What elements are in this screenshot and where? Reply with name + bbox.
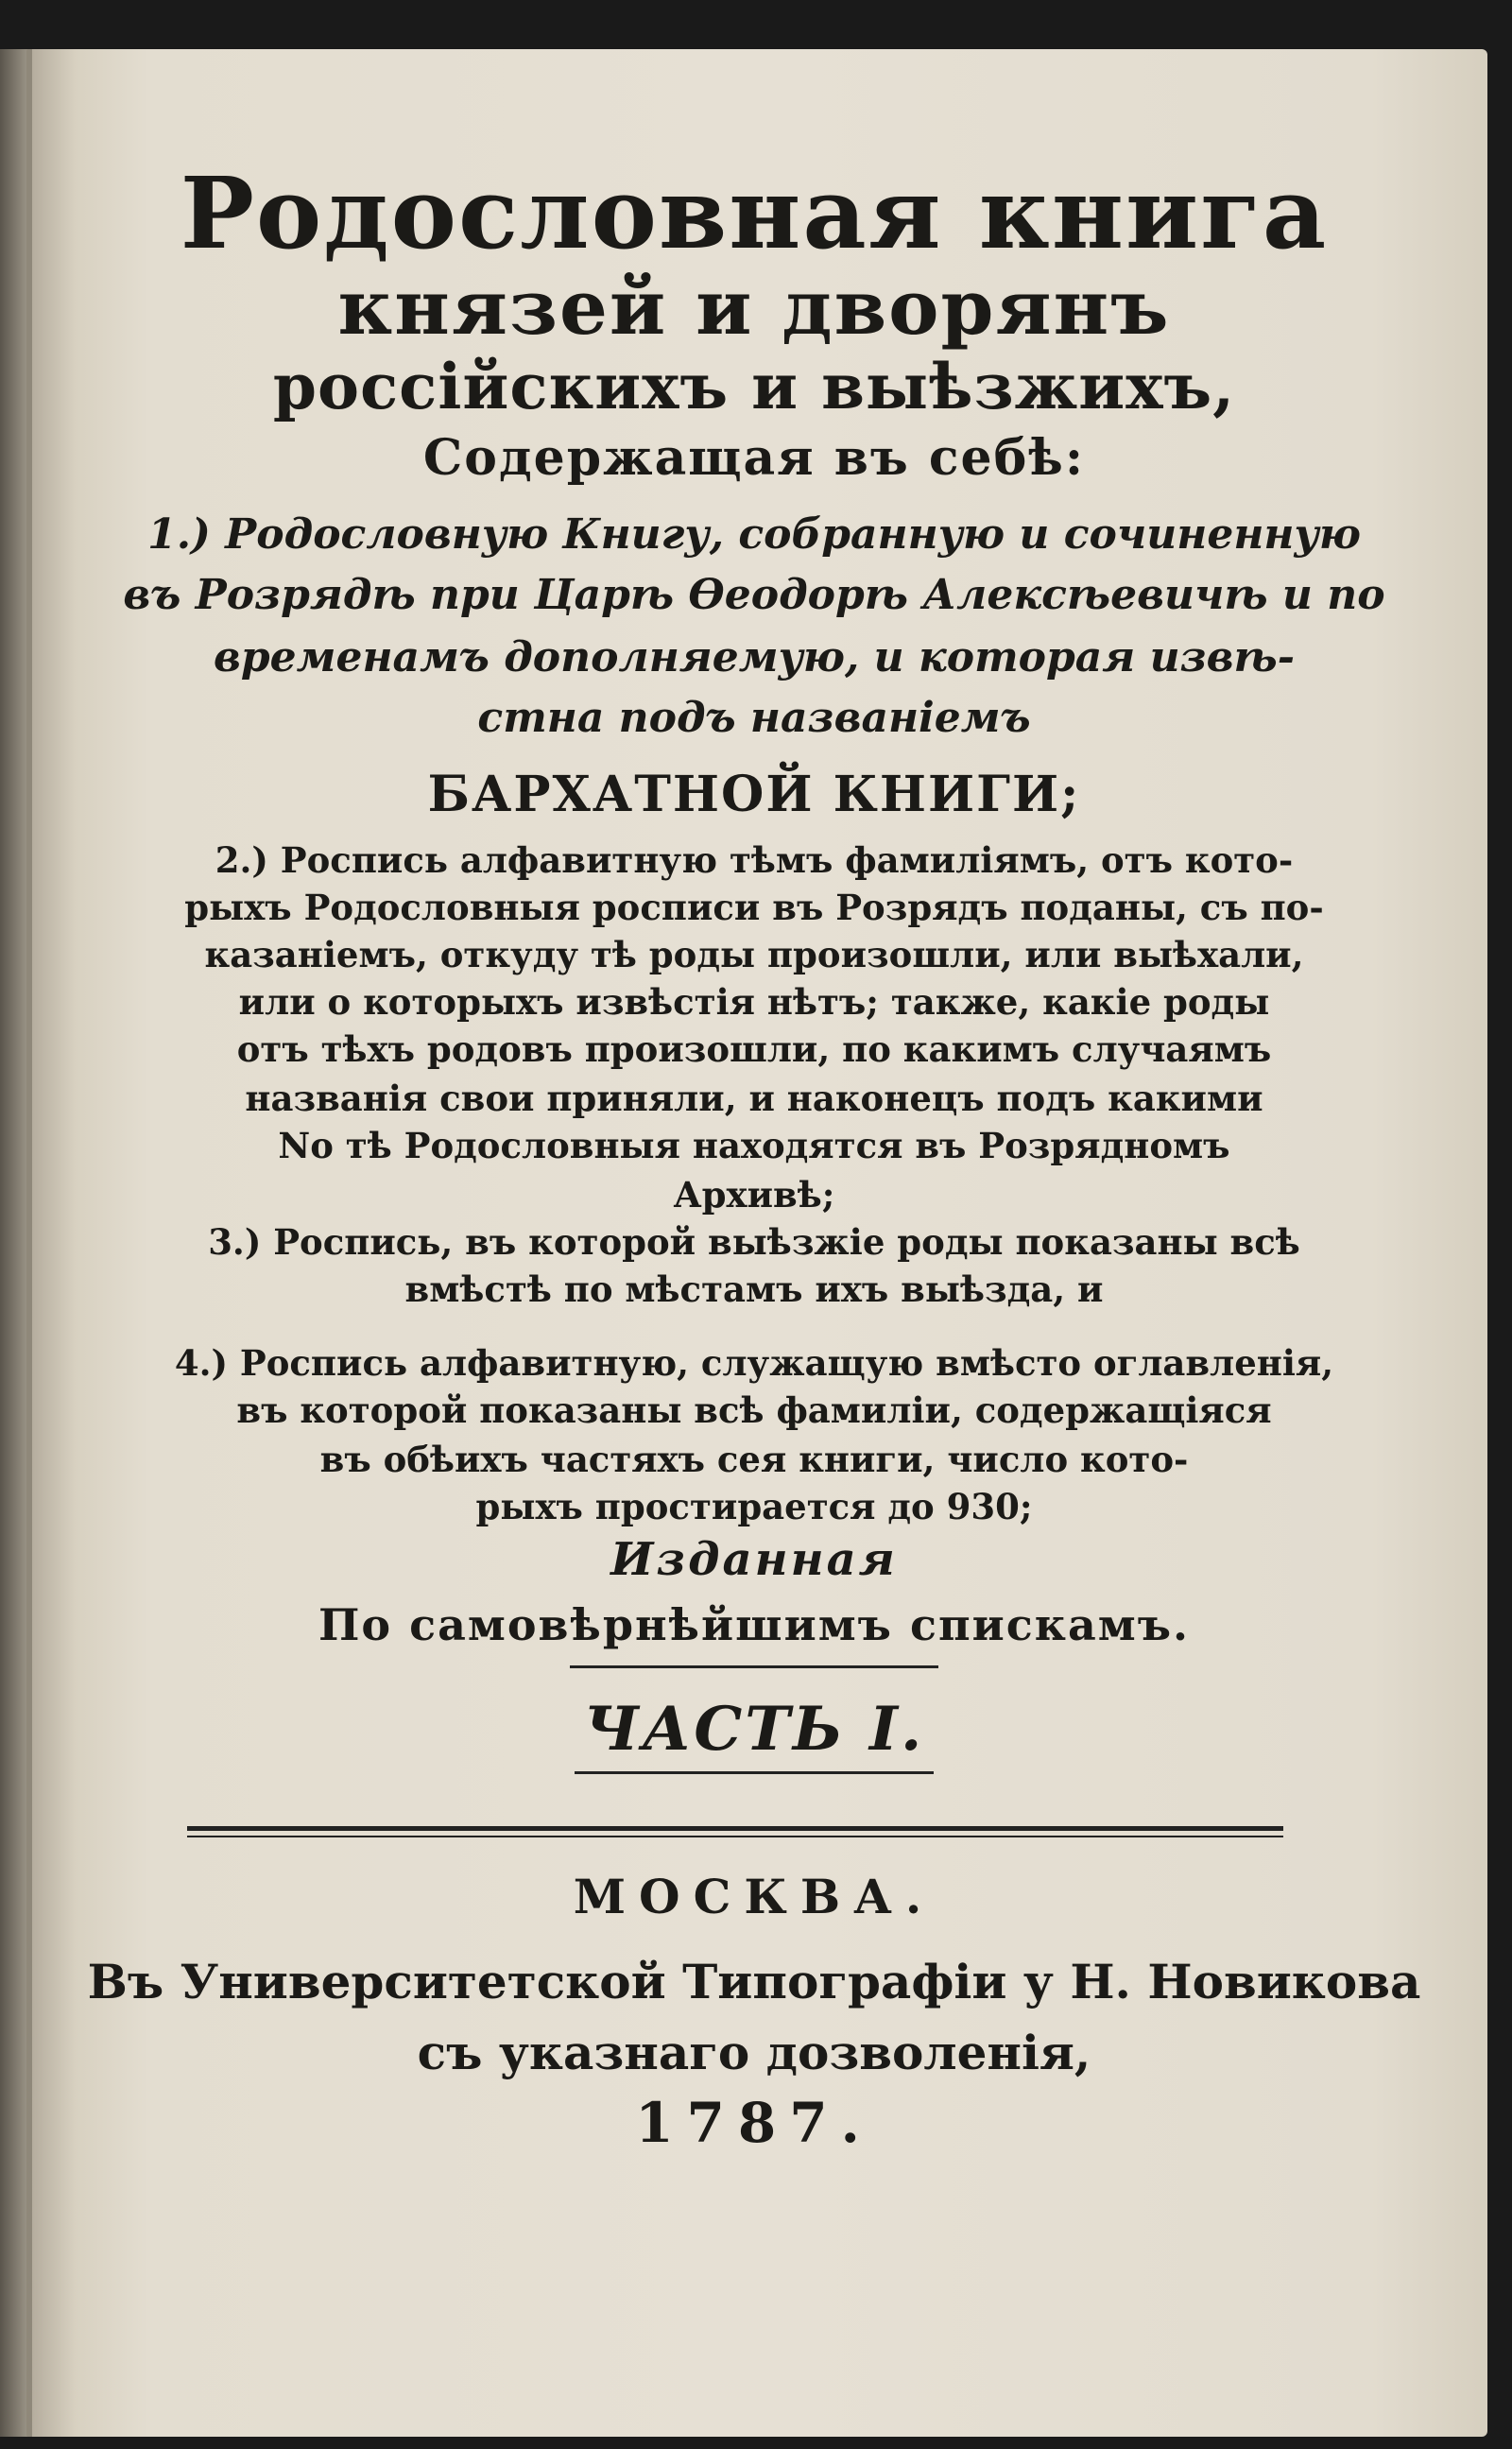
item3-line: вмѣстѣ по мѣстамъ ихъ выѣзда, и xyxy=(404,1268,1104,1310)
item4-line: 4.) Роспись алфавитную, служащую вмѣсто оглавленія, xyxy=(174,1342,1334,1384)
item4-line: въ которой показаны всѣ фамиліи, содержащіяся xyxy=(236,1389,1272,1431)
title-line-1: Родословная книга xyxy=(180,155,1329,271)
item1-line: 1.) Родословную Книгу, собранную и сочиненную xyxy=(147,510,1361,559)
double-rule-thin xyxy=(187,1836,1283,1837)
item3-line: 3.) Роспись, въ которой выѣзжіе роды показаны всѣ xyxy=(208,1221,1300,1263)
double-rule xyxy=(187,1826,1283,1831)
item1-line: въ Розрядѣ при Царѣ Ѳеодорѣ Алексѣевичѣ и по xyxy=(123,571,1385,619)
item2-line: 2.) Роспись алфавитную тѣмъ фамиліямъ, отъ кото- xyxy=(215,839,1294,881)
velvet-book-title: БАРХАТНОЙ КНИГИ; xyxy=(427,766,1081,823)
item2-line: или о которыхъ извѣстія нѣтъ; также, какіе роды xyxy=(238,981,1270,1023)
item2-line: названія свои приняли, и наконецъ подъ какими xyxy=(245,1078,1263,1119)
title-line-2: князей и дворянъ xyxy=(337,263,1171,352)
item4-line: рыхъ простирается до 930; xyxy=(475,1486,1033,1527)
contents-heading: Содержащая въ себѣ: xyxy=(422,429,1086,487)
item1-line: временамъ дополняемую, и которая извѣ- xyxy=(214,633,1295,681)
item1-line: стна подъ названіемъ xyxy=(477,694,1031,742)
imprint-permission: съ указнаго дозволенія, xyxy=(417,2025,1091,2080)
part-number: ЧАСТЬ I. xyxy=(583,1694,925,1765)
divider-rule xyxy=(575,1771,934,1774)
imprint-city: МОСКВА. xyxy=(573,1869,936,1924)
lists-line: По самовѣрнѣйшимъ спискамъ. xyxy=(318,1599,1191,1650)
item2-line: отъ тѣхъ родовъ произошли, по какимъ случаямъ xyxy=(236,1028,1272,1070)
title-line-3: россійскихъ и выѣзжихъ, xyxy=(272,350,1236,423)
item2-line: казаніемъ, откуду тѣ роды произошли, или выѣхали, xyxy=(204,934,1304,975)
item4-line: въ обѣихъ частяхъ сея книги, число кото- xyxy=(319,1439,1189,1480)
title-page-text xyxy=(26,49,1482,2437)
item2-line: рыхъ Родословныя росписи въ Розрядъ поданы, съ по- xyxy=(184,887,1324,928)
divider-rule xyxy=(570,1665,938,1668)
imprint-year: 1787. xyxy=(635,2091,873,2155)
imprint-press: Въ Университетской Типографіи у Н. Новикова xyxy=(87,1954,1421,2009)
issued-label: Изданная xyxy=(610,1533,898,1586)
item2-line: Архивѣ; xyxy=(673,1174,835,1216)
item2-line: No тѣ Родословныя находятся въ Розрядномъ xyxy=(278,1125,1230,1166)
